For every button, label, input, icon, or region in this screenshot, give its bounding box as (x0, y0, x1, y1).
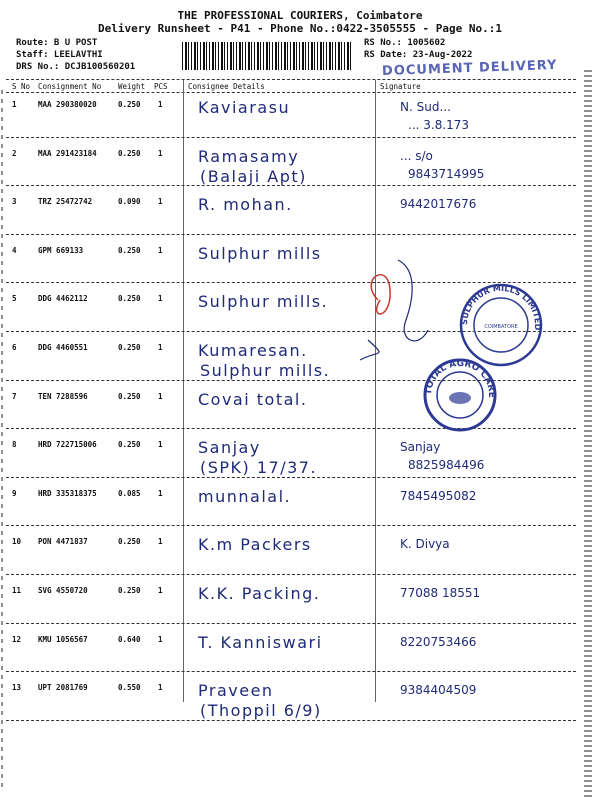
row-consignee-line: Sanjay (198, 438, 261, 458)
row-pcs: 1 (158, 488, 163, 498)
row-weight: 0.085 (118, 488, 141, 498)
rs-number: RS No.: 1005602 (364, 38, 446, 48)
row-pcs: 1 (158, 294, 163, 304)
row-pcs: 1 (158, 440, 163, 450)
row-weight: 0.640 (118, 634, 141, 644)
row-signature-line: 8220753466 (400, 634, 477, 649)
row-weight: 0.250 (118, 391, 141, 401)
row-consignment-no: MAA 290380020 (38, 100, 97, 109)
row-pcs: 1 (158, 343, 163, 352)
row-consignment-no: SVG 4550720 (38, 586, 88, 595)
row-consignee-line: R. mohan. (198, 195, 293, 215)
row-signature-line: ... s/o (400, 148, 433, 163)
col-weight: Weight (118, 82, 146, 91)
row-weight: 0.250 (118, 294, 141, 304)
row-consignee-line: Kaviarasu (198, 98, 291, 117)
drs-number: DRS No.: DCJB100560201 (16, 62, 136, 72)
row-sno: 3 (12, 197, 17, 207)
row-pcs: 1 (158, 586, 163, 595)
row-signature-line: 7845495082 (400, 488, 477, 503)
row-divider (6, 525, 576, 526)
col-pcs: PCS (154, 82, 168, 91)
row-signature-line: 9384404509 (400, 683, 477, 698)
left-margin-artifact (1, 90, 3, 790)
runsheet-subtitle: Delivery Runsheet - P41 - Phone No.:0422-3505555 - Page No.:1 (98, 22, 502, 35)
row-consignee-line: K.m Packers (198, 535, 312, 555)
row-consignment-no: HRD 335318375 (38, 488, 97, 498)
row-consignment-no: TEN 7288596 (38, 391, 88, 401)
row-sno: 1 (12, 100, 17, 109)
staff-label: Staff: LEELAVTHI (16, 50, 103, 60)
row-signature-line: Sanjay (400, 440, 441, 455)
row-sno: 11 (12, 586, 22, 595)
signature-divider (375, 80, 376, 702)
row-weight: 0.250 (118, 440, 141, 450)
row-weight: 0.250 (118, 343, 141, 352)
row-pcs: 1 (158, 683, 163, 693)
row-pcs: 1 (158, 634, 163, 644)
header-top-rule (6, 79, 576, 80)
row-signature-line: 9442017676 (400, 197, 477, 212)
col-signature: Signature (380, 82, 421, 91)
signature-scribble-icon (358, 240, 438, 370)
row-consignee-line: K.K. Packing. (198, 584, 321, 603)
row-divider (6, 477, 576, 478)
consignee-divider (183, 80, 184, 702)
row-consignee-line: (SPK) 17/37. (200, 458, 318, 478)
row-divider (6, 671, 576, 672)
rs-date: RS Date: 23-Aug-2022 (364, 50, 473, 60)
barcode (182, 42, 352, 70)
row-sno: 9 (12, 488, 17, 498)
row-consignee-line: munnalal. (198, 486, 292, 506)
row-weight: 0.250 (118, 148, 141, 158)
row-divider (6, 137, 576, 138)
row-weight: 0.250 (118, 245, 141, 255)
row-signature-line: 77088 18551 (400, 586, 481, 600)
row-consignment-no: DDG 4460551 (38, 343, 88, 352)
seal-city: COIMBATORE (484, 324, 518, 330)
row-sno: 4 (12, 245, 17, 255)
row-weight: 0.550 (118, 683, 141, 693)
header-bottom-rule (6, 92, 576, 93)
col-consignment: Consignment No (38, 82, 102, 91)
row-weight: 0.250 (118, 586, 141, 595)
row-consignment-no: UPT 2081769 (38, 683, 88, 693)
row-sno: 6 (12, 343, 17, 352)
row-divider (6, 623, 576, 624)
row-sno: 10 (12, 537, 22, 547)
row-divider (6, 574, 576, 575)
row-pcs: 1 (158, 245, 163, 255)
row-consignment-no: DDG 4462112 (38, 294, 88, 304)
row-signature-line: N. Sud... (400, 100, 451, 114)
row-consignment-no: KMU 1056567 (38, 634, 88, 644)
row-divider (6, 185, 576, 186)
row-sno: 7 (12, 391, 17, 401)
route-label: Route: B U POST (16, 38, 98, 48)
col-consignee: Consignee Details (188, 82, 265, 91)
row-weight: 0.250 (118, 537, 141, 547)
company-title: THE PROFESSIONAL COURIERS, Coimbatore (177, 9, 423, 22)
row-consignment-no: TRZ 25472742 (38, 197, 93, 207)
edge-scan-artifact (584, 70, 592, 800)
row-sno: 12 (12, 634, 22, 644)
row-consignee-line: (Thoppil 6/9) (200, 701, 322, 721)
row-consignee-line: Covai total. (198, 389, 308, 409)
row-sno: 8 (12, 440, 17, 450)
row-divider (6, 234, 576, 235)
row-pcs: 1 (158, 148, 163, 158)
row-consignee-line: Ramasamy (198, 146, 300, 166)
row-weight: 0.250 (118, 100, 141, 109)
row-signature-line: ... 3.8.173 (408, 118, 470, 132)
row-signature-line: 9843714995 (408, 166, 485, 181)
row-consignee-line: Sulphur mills. (198, 292, 329, 312)
row-pcs: 1 (158, 100, 163, 109)
row-consignment-no: MAA 291423184 (38, 148, 97, 158)
row-pcs: 1 (158, 391, 163, 401)
row-sno: 13 (12, 683, 22, 693)
seal-text-agro: TOTAL AGRO CARE (423, 358, 497, 398)
row-consignment-no: GPM 669133 (38, 245, 84, 255)
row-consignee-line: Sulphur mills. (200, 361, 331, 380)
row-sno: 5 (12, 294, 17, 304)
row-signature-line: 8825984496 (408, 458, 485, 473)
row-signature-line: K. Divya (400, 537, 450, 552)
document-delivery-stamp: DOCUMENT DELIVERY (381, 57, 558, 80)
row-sno: 2 (12, 148, 17, 158)
row-consignee-line: Kumaresan. (198, 341, 308, 360)
col-sno: S No (12, 82, 31, 91)
row-pcs: 1 (158, 537, 163, 547)
row-pcs: 1 (158, 197, 163, 207)
row-weight: 0.090 (118, 197, 141, 207)
row-divider (6, 720, 576, 721)
row-consignment-no: PON 4471837 (38, 537, 88, 547)
row-consignee-line: (Balaji Apt) (200, 166, 307, 186)
row-consignee-line: T. Kanniswari (198, 632, 323, 652)
row-consignment-no: HRD 722715006 (38, 440, 97, 450)
row-consignee-line: Praveen (198, 681, 274, 701)
seal-text-sulphur: SULPHUR MILLS LIMITED (459, 283, 543, 331)
row-consignee-line: Sulphur mills (198, 243, 322, 263)
